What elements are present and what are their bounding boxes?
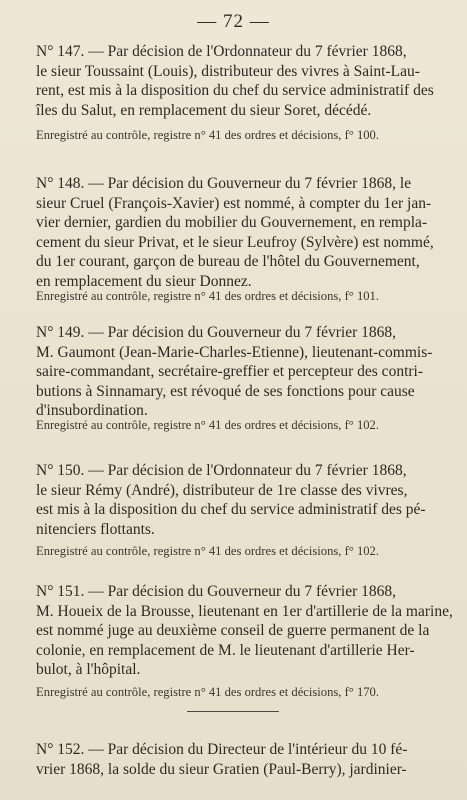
decision-148-registry: Enregistré au contrôle, registre n° 41 des ordres et décisions, f° 101. <box>36 289 380 303</box>
decision-150-text: N° 150. — Par décision de l'Ordonnateur du 7 février 1868, le sieur Rémy (André), distributeur de 1re classe des vivres, est mis à la disposition du chef du service administratif des pé- nitenciers flottants. <box>36 462 426 538</box>
page-number: — 72 — <box>197 11 270 32</box>
section-divider <box>187 711 279 712</box>
decision-147-text: N° 147. — Par décision de l'Ordonnateur du 7 février 1868, le sieur Toussaint (Louis), distributeur des vivres à Saint-Lau- rent, est mis à la disposition du chef du service administratif des îles du Salut, en remplacement du sieur Soret, décédé. <box>36 43 434 119</box>
decision-149-registry: Enregistré au contrôle, registre n° 41 des ordres et décisions, f° 102. <box>36 418 380 432</box>
decision-151-text: N° 151. — Par décision du Gouverneur du 7 février 1868, M. Houeix de la Brousse, lieutenant en 1er d'artillerie de la marine, est nommé juge au deuxième conseil de guerre permanent de la colonie, en remplacement de M. le lieutenant d'artillerie Her- bulot, à l'hôpital. <box>36 583 453 678</box>
decision-147-registry: Enregistré au contrôle, registre n° 41 des ordres et décisions, f° 100. <box>36 128 380 142</box>
decision-148-text: N° 148. — Par décision du Gouverneur du 7 février 1868, le sieur Cruel (François-Xavier) est nommé, à compter du 1er jan- vier dernier, gardien du mobilier du Gouvernement, en rempla- cement du sieur Privat, et le sieur Leufroy (Sylvère) est nommé, du 1er courant, garçon de bureau de l'hôtel du Gouvernement, en remplacement du sieur Donnez. <box>36 175 434 290</box>
decision-150-registry: Enregistré au contrôle, registre n° 41 des ordres et décisions, f° 102. <box>36 544 380 558</box>
decision-151-registry: Enregistré au contrôle, registre n° 41 des ordres et décisions, f° 170. <box>36 685 380 699</box>
decision-152-text: N° 152. — Par décision du Directeur de l'intérieur du 10 fé- vrier 1868, la solde du sieur Gratien (Paul-Berry), jardinier- <box>36 741 408 778</box>
decision-149-text: N° 149. — Par décision du Gouverneur du 7 février 1868, M. Gaumont (Jean-Marie-Charles-Etienne), lieutenant-commis- saire-commandant, secrétaire-greffier et percepteur des contri- butions à Sinnamary, est révoqué de ses fonctions pour cause d'insubordination. <box>36 324 433 419</box>
